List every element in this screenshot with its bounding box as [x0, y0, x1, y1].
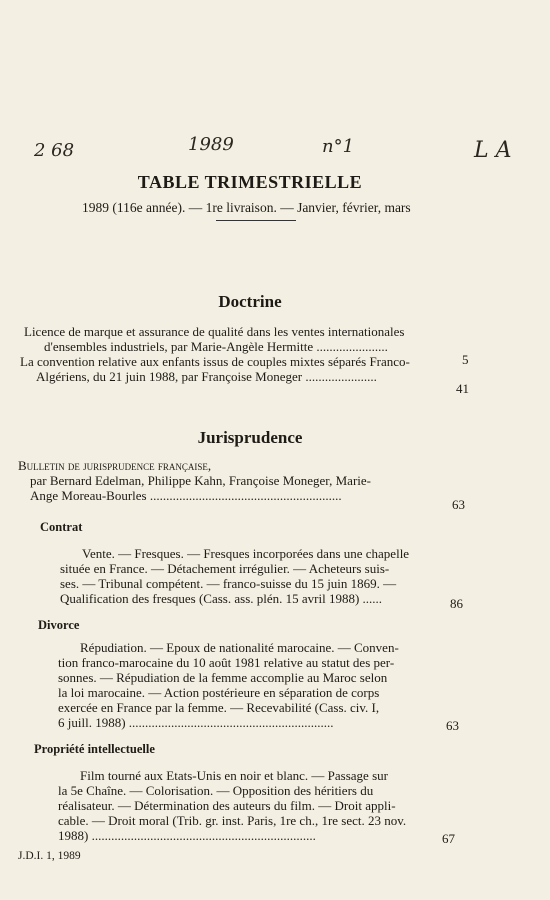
doctrine-entry-2-page: 41: [456, 381, 469, 396]
propriete-line-1: Film tourné aux Etats-Unis en noir et blanc. — Passage sur: [80, 768, 388, 783]
divorce-entry: [58, 640, 399, 730]
contrat-page: 86: [450, 596, 463, 611]
bulletin-line-1: Bulletin de jurisprudence française,: [18, 458, 212, 473]
bulletin-entry: [18, 458, 371, 503]
contrat-line-1: Vente. — Fresques. — Fresques incorporées dans une chapelle: [82, 546, 410, 561]
page-subtitle: 1989 (116e année). — 1re livraison. — Janvier, février, mars: [82, 200, 411, 215]
divorce-line-3: sonnes. — Répudiation de la femme accomplie au Maroc selon: [58, 670, 388, 685]
doctrine-entry-1: [24, 324, 404, 354]
doctrine-entry-2: [20, 354, 410, 384]
contrat-line-4: Qualification des fresques (Cass. ass. plén. 15 avril 1988) ......: [60, 591, 383, 606]
doctrine-entry-1-line-1: Licence de marque et assurance de qualité dans les ventes internationales: [24, 324, 405, 339]
divorce-line-1: Répudiation. — Epoux de nationalité marocaine. — Conven-: [80, 640, 399, 655]
doctrine-entry-2-line-1: La convention relative aux enfants issus de couples mixtes séparés Franco-: [20, 354, 410, 369]
handwritten-note-d: L A: [474, 138, 512, 163]
propriete-line-3: réalisateur. — Détermination des auteurs du film. — Droit appli-: [58, 798, 396, 813]
handwritten-note-a: 2 68: [34, 140, 75, 161]
divorce-heading: Divorce: [38, 618, 80, 632]
propriete-heading: Propriété intellectuelle: [34, 742, 155, 756]
contrat-line-2: située en France. — Détachement irrégulier. — Acheteurs suis-: [60, 561, 390, 576]
contrat-heading: Contrat: [40, 520, 83, 534]
bulletin-line-3: Ange Moreau-Bourles ...........................................................: [30, 488, 342, 503]
contrat-entry: [60, 546, 409, 606]
bulletin-line-2: par Bernard Edelman, Philippe Kahn, Françoise Moneger, Marie-: [30, 473, 371, 488]
divorce-line-6: 6 juill. 1988) ...............................................................: [58, 715, 334, 730]
propriete-line-2: la 5e Chaîne. — Colorisation. — Opposition des héritiers du: [58, 783, 374, 798]
divorce-page: 63: [446, 718, 459, 733]
doctrine-entry-1-line-2: d'ensembles industriels, par Marie-Angèle Hermitte ......................: [44, 339, 388, 354]
doctrine-heading: Doctrine: [218, 292, 282, 311]
page-title: TABLE TRIMESTRIELLE: [137, 172, 363, 192]
propriete-page: 67: [442, 831, 455, 846]
propriete-line-5: 1988) .....................................................................: [58, 828, 316, 843]
contrat-line-3: ses. — Tribunal compétent. — franco-suisse du 15 juin 1869. —: [60, 576, 397, 591]
title-divider: [216, 220, 296, 221]
doctrine-entry-2-line-2: Algériens, du 21 juin 1988, par Françoise Moneger ......................: [36, 369, 377, 384]
handwritten-note-b: 1989: [188, 134, 234, 155]
handwritten-note-c: n°1: [322, 136, 355, 157]
divorce-line-4: la loi marocaine. — Action postérieure en séparation de corps: [58, 685, 380, 700]
propriete-line-4: cable. — Droit moral (Trib. gr. inst. Paris, 1re ch., 1re sect. 23 nov.: [58, 813, 407, 828]
footer-citation: J.D.I. 1, 1989: [18, 850, 81, 862]
divorce-line-5: exercée en France par la femme. — Recevabilité (Cass. civ. I,: [58, 700, 380, 715]
jurisprudence-heading: Jurisprudence: [197, 428, 303, 447]
bulletin-page: 63: [452, 497, 465, 512]
propriete-entry: [58, 768, 406, 843]
divorce-line-2: tion franco-marocaine du 10 août 1981 relative au statut des per-: [58, 655, 395, 670]
doctrine-entry-1-page: 5: [462, 352, 469, 367]
